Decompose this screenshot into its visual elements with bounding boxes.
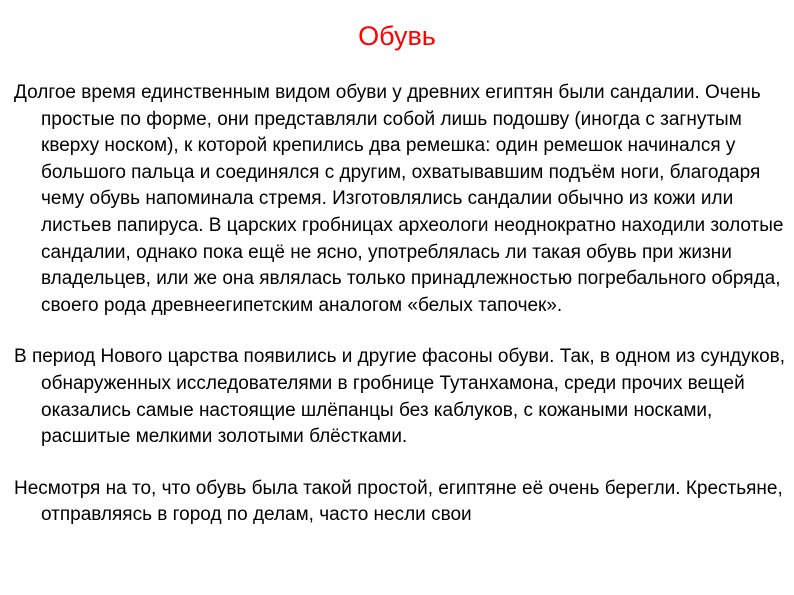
paragraph-sandals: Долгое время единственным видом обуви у древних египтян были сандалии. Очень простые по форме, они представляли собой лишь подошву (иногда с загнутым кверху носком), к которой крепились два ремешка: один ремешок начинался у большого пальца и соединялся с другим, охватывавшим подъём ноги, благодаря чему обувь напоминала стремя. Изготовлялись сандалии обычно из кожи или листьев папируса. В царских гробницах археологи неоднократно находили золотые сандалии, однако пока ещё не ясно, употреблялась ли такая обувь при жизни владельцев, или же она являлась только принадлежностью погребального обряда, своего рода древнеегипетским аналогом «белых тапочек».: [14, 82, 784, 316]
slide-body: [14, 80, 786, 554]
slide-title: Обувь: [358, 21, 436, 51]
paragraph-care: Несмотря на то, что обувь была такой простой, египтяне её очень берегли. Крестьяне, отправляясь в город по делам, часто несли свои: [14, 477, 783, 526]
paragraph-new-kingdom: В период Нового царства появились и другие фасоны обуви. Так, в одном из сундуков, обнаруженных исследователями в гробнице Тутанхамона, среди прочих вещей оказались самые настоящие шлёпанцы без каблуков, с кожаными носками, расшитые мелкими золотыми блёстками.: [14, 346, 786, 448]
